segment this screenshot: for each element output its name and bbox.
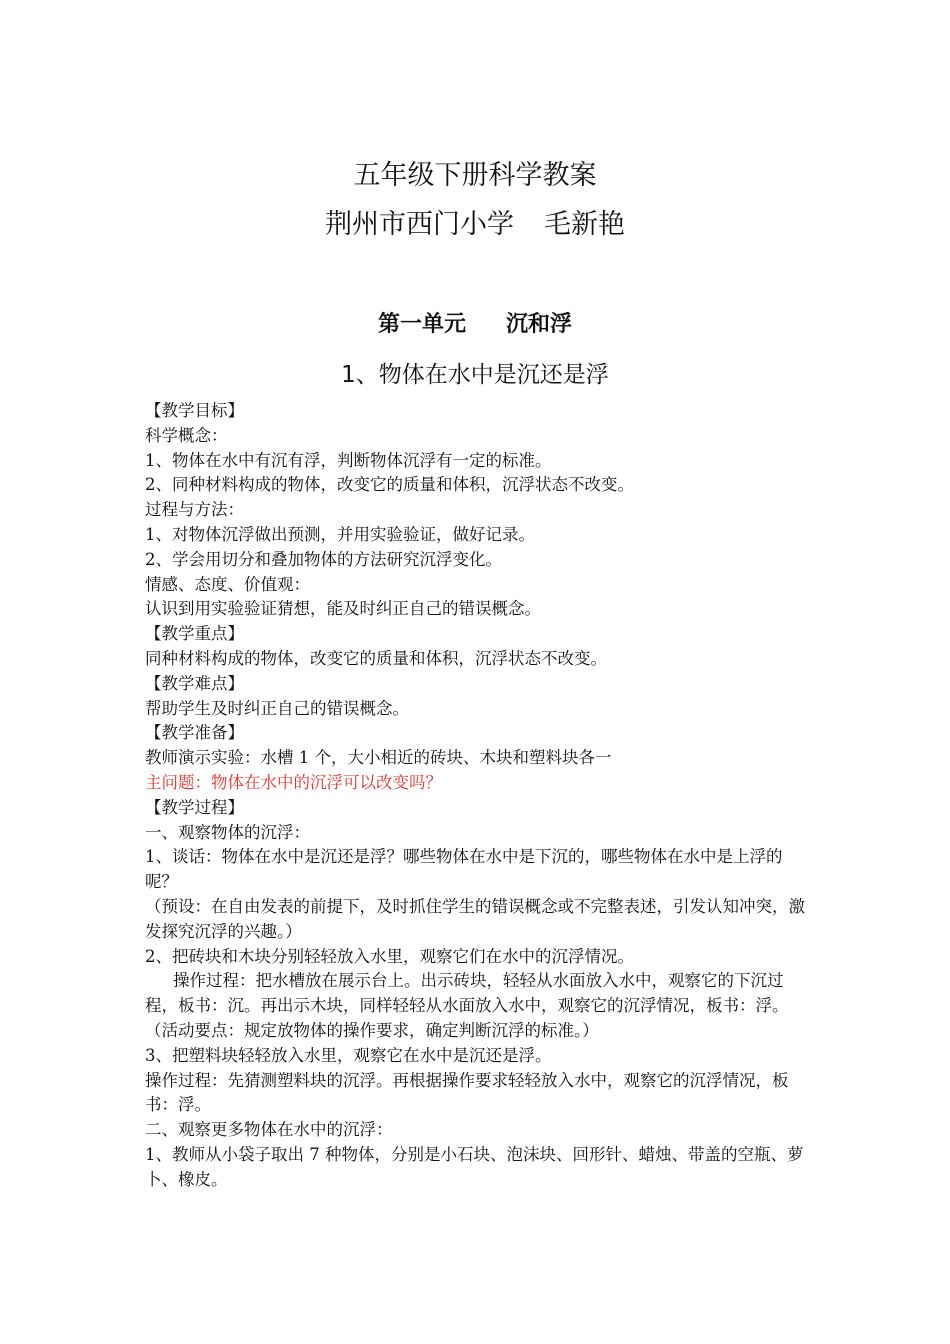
step-item: 1、谈话：物体在水中是沉还是浮？哪些物体在水中是下沉的，哪些物体在水中是上浮的呢？ xyxy=(145,847,783,892)
lesson-body xyxy=(145,399,810,1193)
step-item: 3、把塑料块轻轻放入水里，观察它在水中是沉还是浮。 xyxy=(145,1045,552,1065)
author-name: 毛新艳 xyxy=(544,209,625,240)
unit-title xyxy=(0,309,950,341)
process-heading: 【教学过程】 xyxy=(145,797,244,817)
school-name: 荆州市西门小学 xyxy=(325,209,514,240)
concept-item: 2、同种材料构成的物体，改变它的质量和体积，沉浮状态不改变。 xyxy=(145,475,634,495)
key-text: 同种材料构成的物体，改变它的质量和体积，沉浮状态不改变。 xyxy=(145,648,607,668)
lesson-title: 1、物体在水中是沉还是浮 xyxy=(341,362,609,388)
step-item: 2、把砖块和木块分别轻轻放入水里，观察它们在水中的沉浮情况。 xyxy=(145,946,634,966)
document-title: 五年级下册科学教案 xyxy=(353,160,597,191)
difficulty-text: 帮助学生及时纠正自己的错误概念。 xyxy=(145,698,409,718)
prep-text: 教师演示实验：水槽 1 个，大小相近的砖块、木块和塑料块各一 xyxy=(145,748,612,768)
concepts-label: 科学概念： xyxy=(145,425,228,445)
key-heading: 【教学重点】 xyxy=(145,624,244,644)
unit-name: 沉和浮 xyxy=(506,312,573,337)
step-item: 1、教师从小袋子取出 7 种物体，分别是小石块、泡沫块、回形针、蜡烛、带盖的空瓶、萝卜、橡皮。 xyxy=(145,1144,804,1189)
prep-heading: 【教学准备】 xyxy=(145,723,244,743)
step-note: （预设：在自由发表的前提下，及时抓住学生的错误概念或不完整表述，引发认知冲突，激发探究沉浮的兴趣。） xyxy=(145,896,805,941)
concept-item: 1、物体在水中有沉有浮，判断物体沉浮有一定的标准。 xyxy=(145,450,552,470)
objectives-heading: 【教学目标】 xyxy=(145,401,244,420)
process-item: 1、对物体沉浮做出预测，并用实验验证，做好记录。 xyxy=(145,524,535,544)
attitude-item: 认识到用实验验证猜想，能及时纠正自己的错误概念。 xyxy=(145,599,541,619)
part1-heading: 一、观察物体的沉浮： xyxy=(145,822,310,842)
attitude-label: 情感、态度、价值观： xyxy=(145,574,310,594)
step-note: （活动要点：规定放物体的操作要求，确定判断沉浮的标准。） xyxy=(145,1020,599,1040)
main-question: 主问题：物体在水中的沉浮可以改变吗？ xyxy=(145,772,442,792)
part2-heading: 二、观察更多物体在水中的沉浮： xyxy=(145,1120,393,1140)
step-operation: 操作过程：先猜测塑料块的沉浮。再根据操作要求轻轻放入水中，观察它的沉浮情况，板书：浮。 xyxy=(145,1070,789,1115)
process-label: 过程与方法： xyxy=(145,500,244,520)
process-item: 2、学会用切分和叠加物体的方法研究沉浮变化。 xyxy=(145,549,502,569)
step-operation: 操作过程：把水槽放在展示台上。出示砖块，轻轻从水面放入水中，观察它的下沉过程，板书：沉。再出示木块，同样轻轻从水面放入水中，观察它的沉浮情况，板书：浮。 xyxy=(145,971,789,1016)
difficulty-heading: 【教学难点】 xyxy=(145,673,244,693)
unit-number: 第一单元 xyxy=(377,312,466,337)
school-author-line xyxy=(0,205,950,245)
